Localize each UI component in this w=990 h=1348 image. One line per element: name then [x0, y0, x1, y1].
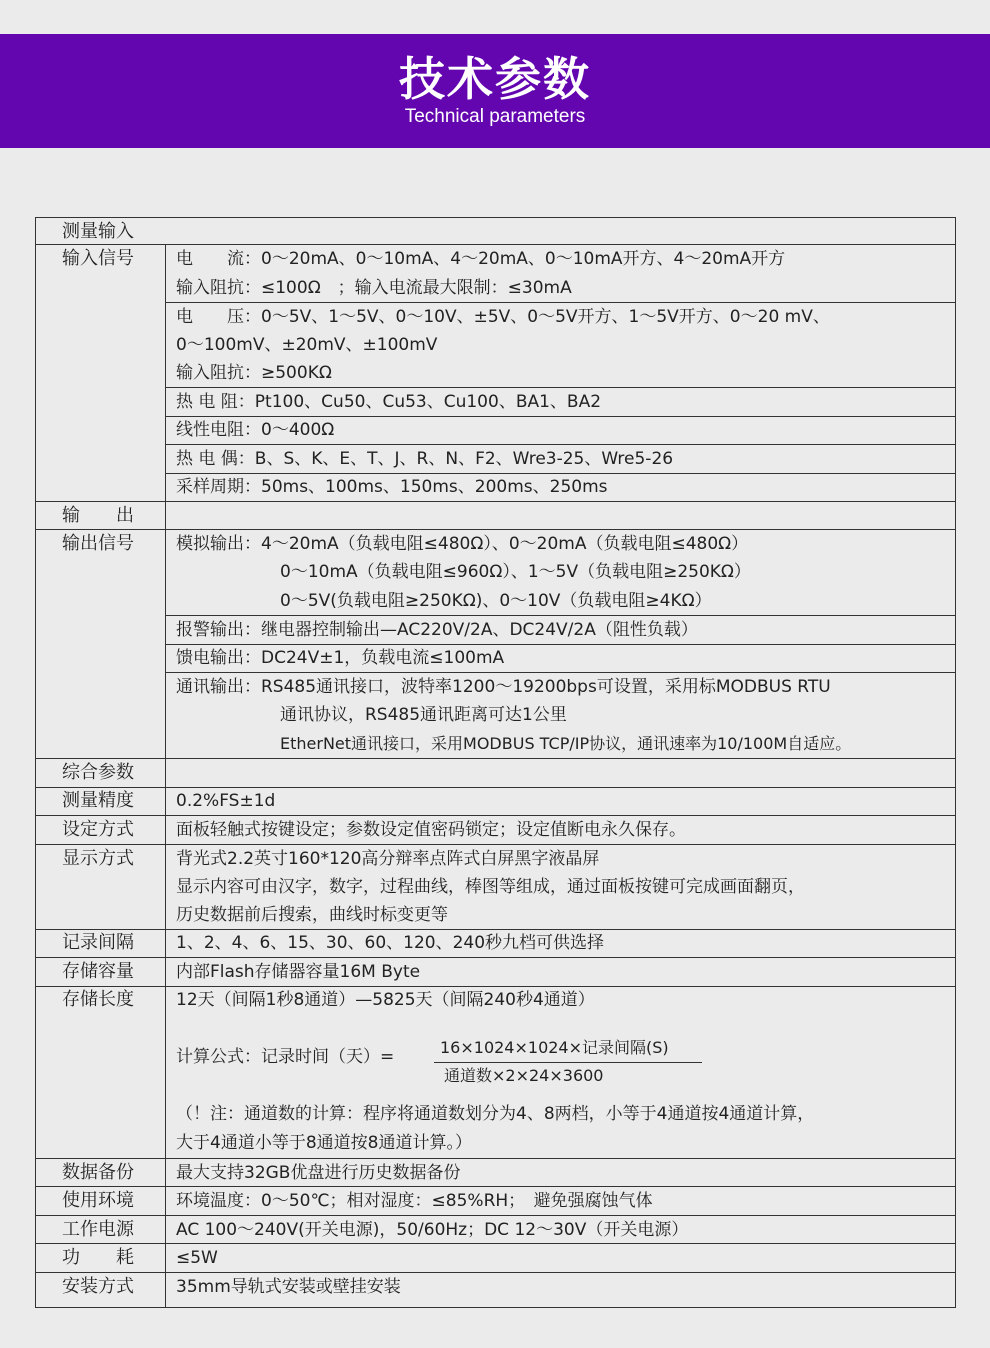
mounting-value: 35mm导轨式安装或壁挂安装 [176, 1277, 401, 1297]
length-note-2: 大于4通道小等于8通道按8通道计算。） [176, 1133, 472, 1153]
formula-denominator: 通道数×2×24×3600 [444, 1066, 604, 1085]
setting-label: 设定方式 [62, 819, 134, 840]
input-thermocouple: 热 电 偶：B、S、K、E、T、J、R、N、F2、Wre3-25、Wre5-26 [176, 449, 674, 469]
output-comm-2: 通讯协议，RS485通讯距离可达1公里 [280, 705, 567, 725]
output-comm-3: EtherNet通讯接口，采用MODBUS TCP/IP协议，通讯速率为10/100M自适应。 [280, 734, 852, 753]
power-value: AC 100～240V(开关电源)，50/60Hz；DC 12～30V（开关电源） [176, 1220, 689, 1240]
consumption-label: 功 耗 [62, 1247, 134, 1268]
input-voltage-impedance: 输入阻抗：≥500KΩ [176, 363, 332, 383]
input-rtd: 热 电 阻：Pt100、Cu50、Cu53、Cu100、BA1、BA2 [176, 392, 602, 412]
output-analog-3: 0～5V(负载电阻≥250KΩ)、0～10V（负载电阻≥4KΩ） [280, 591, 712, 611]
backup-value: 最大支持32GB优盘进行历史数据备份 [176, 1163, 461, 1183]
accuracy-label: 测量精度 [62, 790, 134, 811]
capacity-label: 存储容量 [62, 961, 134, 982]
power-label: 工作电源 [62, 1219, 134, 1240]
formula-label: 计算公式：记录时间（天）= [176, 1047, 395, 1067]
output-signal-label: 输出信号 [62, 533, 134, 554]
accuracy-value: 0.2%FS±1d [176, 791, 276, 811]
display-label: 显示方式 [62, 848, 134, 869]
row-divider [36, 787, 955, 788]
length-label: 存储长度 [62, 989, 134, 1010]
header-banner [0, 34, 990, 148]
consumption-value: ≤5W [176, 1248, 218, 1268]
fraction-bar [434, 1062, 702, 1063]
section-measure-input: 测量输入 [62, 221, 134, 242]
input-signal-label: 输入信号 [62, 248, 134, 269]
display-line-3: 历史数据前后搜索，曲线时标变更等 [176, 905, 448, 925]
row-divider [36, 1272, 955, 1273]
row-divider [36, 1158, 955, 1159]
row-divider [36, 501, 955, 502]
length-note-1: （！注：通道数的计算：程序将通道数划分为4、8两档，小等于4通道按4通道计算， [176, 1104, 815, 1124]
input-linear-resistance: 线性电阻：0～400Ω [176, 420, 335, 440]
row-divider [36, 957, 955, 958]
page-title: 技术参数 [399, 52, 591, 106]
row-divider [36, 758, 955, 759]
interval-value: 1、2、4、6、15、30、60、120、240秒九档可供选择 [176, 933, 605, 953]
input-current-impedance: 输入阻抗：≤100Ω ；输入电流最大限制：≤30mA [176, 278, 572, 298]
output-analog-1: 模拟输出：4～20mA（负载电阻≤480Ω）、0～20mA（负载电阻≤480Ω） [176, 534, 749, 554]
display-line-1: 背光式2.2英寸160*120高分辩率点阵式白屏黑字液晶屏 [176, 849, 600, 869]
environment-label: 使用环境 [62, 1190, 134, 1211]
input-voltage-range: 电 压：0～5V、1～5V、0～10V、±5V、0～5V开方、1～5V开方、0～20 mV、 [176, 307, 830, 327]
input-current-range: 电 流：0～20mA、0～10mA、4～20mA、0～10mA开方、4～20mA开方 [176, 249, 786, 269]
mounting-label: 安装方式 [62, 1276, 134, 1297]
input-voltage-range-2: 0～100mV、±20mV、±100mV [176, 335, 438, 355]
environment-value: 环境温度：0～50℃；相对湿度：≤85%RH； 避免强腐蚀气体 [176, 1191, 653, 1211]
column-divider [165, 244, 166, 1308]
display-line-2: 显示内容可由汉字，数字，过程曲线，棒图等组成，通过面板按键可完成画面翻页， [176, 877, 805, 897]
section-output: 输 出 [62, 505, 134, 526]
capacity-value: 内部Flash存储器容量16M Byte [176, 962, 421, 982]
page-subtitle: Technical parameters [404, 106, 586, 127]
output-comm-1: 通讯输出：RS485通讯接口，波特率1200～19200bps可设置，采用标MODBUS RTU [176, 677, 831, 697]
setting-value: 面板轻触式按键设定；参数设定值密码锁定；设定值断电永久保存。 [176, 820, 686, 840]
section-general: 综合参数 [62, 762, 134, 783]
spec-table [35, 217, 956, 1308]
backup-label: 数据备份 [62, 1162, 134, 1183]
length-line-1: 12天（间隔1秒8通道）—5825天（间隔240秒4通道） [176, 990, 595, 1010]
output-alarm: 报警输出：继电器控制输出—AC220V/2A、DC24V/2A（阻性负载） [176, 620, 698, 640]
interval-label: 记录间隔 [62, 932, 134, 953]
output-feed: 馈电输出：DC24V±1，负载电流≤100mA [176, 648, 505, 668]
output-analog-2: 0～10mA（负载电阻≤960Ω）、1～5V（负载电阻≥250KΩ） [280, 562, 751, 582]
input-sample-period: 采样周期：50ms、100ms、150ms、200ms、250ms [176, 477, 608, 497]
formula-numerator: 16×1024×1024×记录间隔(S) [440, 1038, 669, 1057]
